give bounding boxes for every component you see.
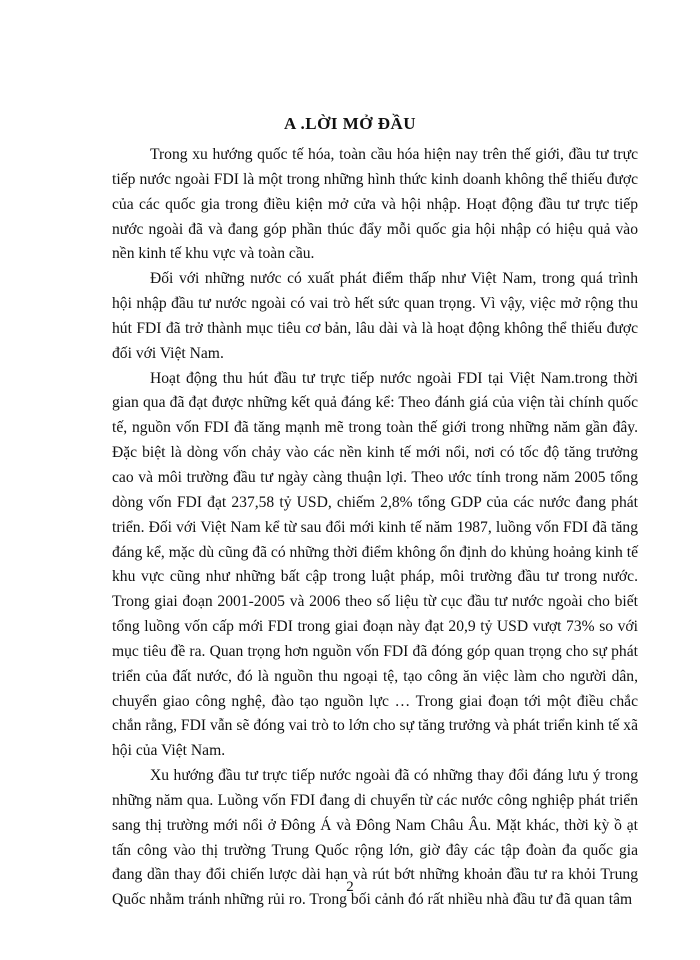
paragraph-3: Hoạt động thu hút đầu tư trực tiếp nước ngoài FDI tại Việt Nam.trong thời gian qua đã đạt được những kết quả đáng kể: Theo đánh giá của viện tài chính quốc tế, nguồn vốn FDI đã tăng mạnh mẽ trong toàn thế giới trong những năm gần đây. Đặc biệt là dòng vốn chảy vào các nền kinh tế mới nổi, nơi có tốc độ tăng trưởng cao và môi trường đầu tư ngày càng thuận lợi. Theo ước tính trong năm 2005 tổng dòng vốn FDI đạt 237,58 tỷ USD, chiếm 2,8% tổng GDP của các nước đang phát triển. Đối với Việt Nam kể từ sau đổi mới kinh tế năm 1987, luồng vốn FDI đã tăng đáng kể, mặc dù cũng đã có những thời điểm không ổn định do khủng hoảng kinh tế khu vực cũng như những bất cập trong luật pháp, môi trường đầu tư trong nước. Trong giai đoạn 2001-2005 và 2006 theo số liệu từ cục đầu tư nước ngoài cho biết tổng luồng vốn cấp mới FDI trong giai đoạn này đạt 20,9 tỷ USD vượt 73% so với mục tiêu đề ra. Quan trọng hơn nguồn vốn FDI đã đóng góp quan trọng cho sự phát triển của đất nước, đó là nguồn thu ngoại tệ, tạo công ăn việc làm cho người dân, chuyển giao công nghệ, đào tạo nguồn lực … Trong giai đoạn tới một điều chắc chắn rằng, FDI vẫn sẽ đóng vai trò to lớn cho sự tăng trưởng và phát triển kinh tế xã hội của Việt Nam. xyxy=(112,369,639,760)
page-number: 2 xyxy=(346,879,354,895)
paragraph-2: Đối với những nước có xuất phát điểm thấp như Việt Nam, trong quá trình hội nhập đầu tư nước ngoài có vai trò hết sức quan trọng. Vì vậy, việc mở rộng thu hút FDI đã trở thành mục tiêu cơ bản, lâu dài và là hoạt động không thể thiếu được đối với Việt Nam. xyxy=(112,270,638,362)
document-body xyxy=(112,143,638,913)
paragraph-1: Trong xu hướng quốc tế hóa, toàn cầu hóa hiện nay trên thế giới, đầu tư trực tiếp nước ngoài FDI là một trong những hình thức kinh doanh không thể thiếu được của các quốc gia trong điều kiện mở cửa và hội nhập. Hoạt động đầu tư trực tiếp nước ngoài đã và đang góp phần thúc đẩy mỗi quốc gia hội nhập có hiệu quả vào nền kinh tế khu vực và toàn cầu. xyxy=(112,146,638,263)
document-title: A .LỜI MỞ ĐẦU xyxy=(283,114,417,133)
paragraph-4: Xu hướng đầu tư trực tiếp nước ngoài đã có những thay đổi đáng lưu ý trong những năm qua. Luồng vốn FDI đang di chuyển từ các nước công nghiệp phát triển sang thị trường mới nổi ở Đông Á và Đông Nam Châu Âu. Mặt khác, thời kỳ ồ ạt tấn công vào thị trường Trung Quốc rộng lớn, giờ đây các tập đoàn đa quốc gia đang dần thay đổi chiến lược dài hạn và rút bớt những khoản đầu tư ra khỏi Trung Quốc nhằm tránh những rủi ro. Trong bối cảnh đó rất nhiều nhà đầu tư đã quan tâm xyxy=(112,767,638,909)
